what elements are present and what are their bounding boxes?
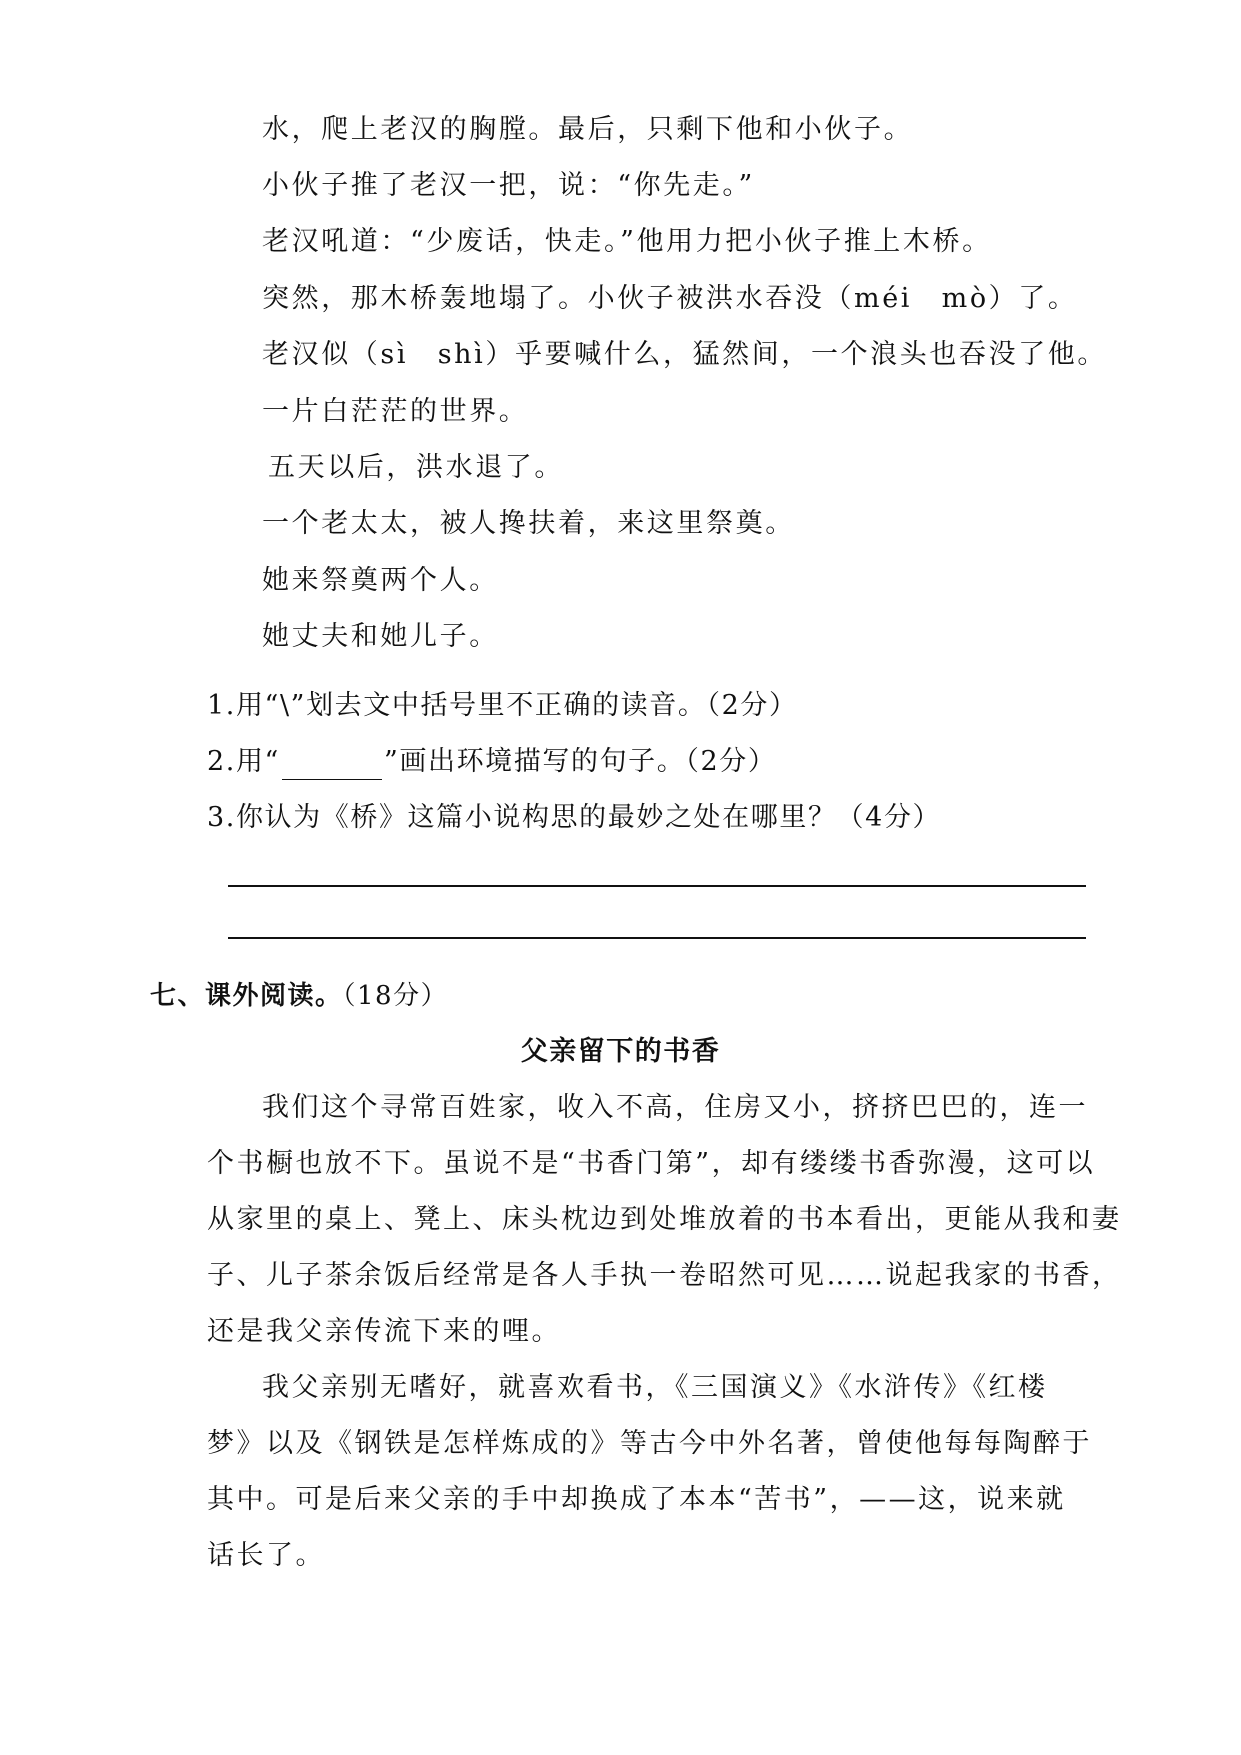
question-2 (207, 744, 776, 780)
section-score: （18分） (342, 981, 449, 1011)
story-line: 老汉似（sì shì）乎要喊什么，猛然间，一个浪头也吞没了他。 (262, 339, 1107, 370)
article-title: 父亲留下的书香 (520, 1036, 721, 1067)
section-heading-text: 七、课外阅读。 (150, 981, 343, 1011)
question-2-prefix: 2.用“ (207, 746, 280, 777)
paragraph-line: 还是我父亲传流下来的哩。 (207, 1316, 561, 1347)
paragraph-line: 个书橱也放不下。虽说不是“书香门第”，却有缕缕书香弥漫，这可以 (207, 1148, 1096, 1179)
story-line: 水，爬上老汉的胸膛。最后，只剩下他和小伙子。 (262, 114, 914, 145)
paragraph-line: 我们这个寻常百姓家，收入不高，住房又小，挤挤巴巴的，连一 (262, 1092, 1088, 1123)
paragraph-line: 我父亲别无嗜好，就喜欢看书，《三国演义》《水浒传》《红楼 (262, 1372, 1048, 1403)
paragraph-line: 梦》以及《钢铁是怎样炼成的》等古今中外名著，曾使他每每陶醉于 (207, 1428, 1092, 1459)
question-2-suffix: ”画出环境描写的句子。（2分） (383, 746, 777, 777)
story-line: 小伙子推了老汉一把，说：“你先走。” (262, 170, 755, 201)
paragraph-line: 其中。可是后来父亲的手中却换成了本本“苦书”，——这，说来就 (207, 1484, 1066, 1515)
question-1: 1.用“\”划去文中括号里不正确的读音。（2分） (207, 690, 798, 721)
paragraph-line: 从家里的桌上、凳上、床头枕边到处堆放着的书本看出，更能从我和妻 (207, 1204, 1122, 1235)
paragraph-line: 话长了。 (207, 1540, 325, 1571)
section-heading (150, 978, 448, 1014)
question-3: 3.你认为《桥》这篇小说构思的最妙之处在哪里？（4分） (207, 802, 942, 833)
underline-blank (282, 753, 382, 780)
story-line: 突然，那木桥轰地塌了。小伙子被洪水吞没（méi mò）了。 (262, 283, 1078, 314)
paragraph-line: 子、儿子茶余饭后经常是各人手执一卷昭然可见……说起我家的书香， (207, 1260, 1122, 1291)
story-line: 五天以后，洪水退了。 (268, 452, 564, 483)
story-line: 一片白茫茫的世界。 (262, 396, 529, 427)
story-line: 老汉吼道：“少废话，快走。”他用力把小伙子推上木桥。 (262, 226, 992, 257)
answer-line[interactable] (228, 937, 1086, 939)
story-line: 她丈夫和她儿子。 (262, 621, 499, 652)
story-line: 一个老太太，被人搀扶着，来这里祭奠。 (262, 508, 795, 539)
story-line: 她来祭奠两个人。 (262, 565, 499, 596)
answer-line[interactable] (228, 885, 1086, 887)
